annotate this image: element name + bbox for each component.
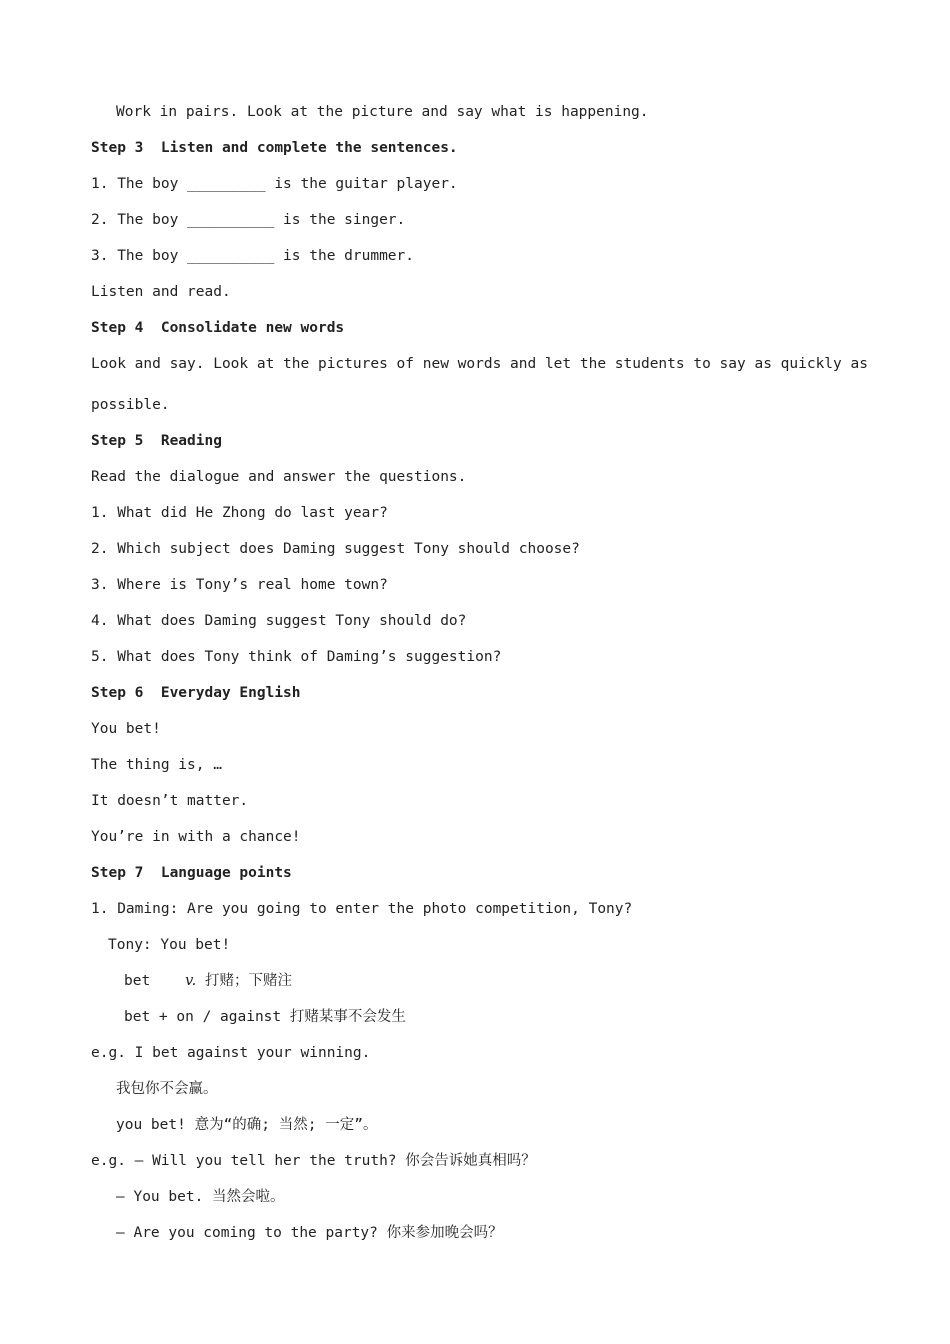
step5-heading: Step 5 Reading: [91, 433, 222, 449]
example-1: e.g. I bet against your winning.: [91, 1045, 371, 1061]
everyday-english-2: The thing is, …: [91, 757, 222, 773]
example-1-translation: 我包你不会赢。: [116, 1081, 218, 1097]
step3-sentence-2: 2. The boy __________ is the singer.: [91, 212, 406, 228]
step4-description-line1: Look and say. Look at the pictures of new words and let the students to say as quickly as: [91, 356, 868, 372]
intro-text: Work in pairs. Look at the picture and say what is happening.: [116, 104, 649, 120]
step3-sentence-1: 1. The boy _________ is the guitar player.: [91, 176, 458, 192]
bet-phrase: bet + on / against 打赌某事不会发生: [124, 1009, 406, 1025]
example-2: e.g. — Will you tell her the truth? 你会告诉她真相吗？: [91, 1153, 536, 1169]
step3-sentence-3: 3. The boy __________ is the drummer.: [91, 248, 415, 264]
bet-part-of-speech: v.: [185, 973, 197, 989]
question-1: 1. What did He Zhong do last year?: [91, 505, 388, 521]
step3-heading: Step 3 Listen and complete the sentences.: [91, 140, 458, 156]
you-bet-meaning: you bet! 意为“的确; 当然; 一定”。: [116, 1117, 378, 1133]
everyday-english-1: You bet!: [91, 721, 161, 737]
step7-heading: Step 7 Language points: [91, 865, 292, 881]
everyday-english-3: It doesn’t matter.: [91, 793, 249, 809]
question-5: 5. What does Tony think of Daming’s suggestion?: [91, 649, 502, 665]
step6-heading: Step 6 Everyday English: [91, 685, 301, 701]
question-3: 3. Where is Tony’s real home town?: [91, 577, 388, 593]
step4-heading: Step 4 Consolidate new words: [91, 320, 345, 336]
bet-meaning: 打赌；下赌注: [204, 973, 292, 989]
everyday-english-4: You’re in with a chance!: [91, 829, 301, 845]
question-4: 4. What does Daming suggest Tony should do?: [91, 613, 467, 629]
language-point-1: 1. Daming: Are you going to enter the photo competition, Tony?: [91, 901, 633, 917]
step4-description-line2: possible.: [91, 397, 170, 413]
step5-description: Read the dialogue and answer the questions.: [91, 469, 467, 485]
tony-reply: Tony: You bet!: [108, 937, 231, 953]
bet-definition: [124, 974, 292, 989]
example-2-answer: — You bet. 当然会啦。: [116, 1189, 285, 1205]
question-2: 2. Which subject does Daming suggest Tony should choose?: [91, 541, 580, 557]
listen-read-text: Listen and read.: [91, 284, 231, 300]
example-3: — Are you coming to the party? 你来参加晚会吗？: [116, 1225, 503, 1241]
bet-word: bet: [124, 973, 151, 989]
